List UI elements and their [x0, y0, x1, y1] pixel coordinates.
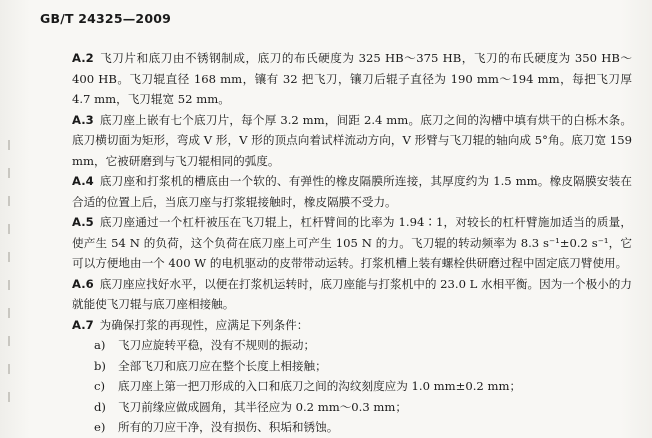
binding-mark	[8, 364, 10, 374]
list-item-text: 飞刀前缘应做成圆角，其半径应为 0.2 mm～0.3 mm；	[118, 399, 408, 414]
list-item	[72, 376, 632, 397]
binding-mark	[8, 168, 10, 178]
binding-mark	[8, 392, 10, 402]
section-text: 底刀座应找好水平，以便在打浆机运转时，底刀座能与打浆机中的 23.0 L 水相平衡。因为一个极小的力就能使飞刀辊与底刀座相接触。	[72, 276, 632, 311]
list-item-text: 飞刀应旋转平稳，没有不规则的振动；	[118, 338, 316, 352]
section-number: A.7	[72, 317, 94, 332]
section-a2	[72, 48, 632, 110]
list-item	[72, 356, 632, 377]
binding-mark	[8, 252, 10, 262]
list-marker: c)	[94, 379, 106, 393]
list-marker: e)	[94, 420, 106, 434]
binding-mark	[8, 308, 10, 318]
section-number: A.4	[72, 174, 94, 188]
section-a4	[72, 171, 632, 212]
section-a3	[72, 110, 632, 172]
section-a6	[72, 274, 632, 315]
binding-mark	[8, 196, 10, 206]
section-number: A.2	[72, 51, 94, 65]
section-text: 底刀座上嵌有七个底刀片，每个厚 3.2 mm，间距 2.4 mm。底刀之间的沟槽中填有烘干的白栎木条。底刀横切面为矩形，弯成 V 形，V 形的顶点向着试样流动方向，V 形臂与飞刀辊的轴向成 5°角。底刀宽 159 mm，它被研磨到与飞刀辊相同的弧度。	[72, 112, 632, 168]
binding-mark	[8, 224, 10, 234]
binding-edge-marks	[8, 140, 10, 420]
list-item-text: 所有的刀应干净，没有损伤、积垢和锈蚀。	[118, 420, 339, 434]
standard-number-header: GB/T 24325—2009	[40, 11, 172, 26]
section-number: A.3	[72, 112, 94, 127]
section-text: 为确保打浆的再现性，应满足下列条件：	[99, 317, 309, 332]
section-text: 底刀座通过一个杠杆被压在飞刀辊上，杠杆臂间的比率为 1.94∶1，对较长的杠杆臂施加适当的质量，使产生 54 N 的负荷，这个负荷在底刀座上可产生 105 N 的力。飞刀辊的转动频率为 8.3 s⁻¹±0.2 s⁻¹，它可以方便地由一个 400 W 的电机驱动的皮带带动运转。打浆机槽上装有螺栓供研磨过程中固定底刀臂使用。	[72, 215, 632, 270]
section-a5	[72, 212, 632, 274]
list-item	[72, 397, 632, 418]
section-number: A.5	[72, 215, 94, 229]
document-body	[72, 48, 632, 438]
binding-mark	[8, 140, 10, 150]
section-text: 底刀座和打浆机的槽底由一个软的、有弹性的橡皮隔膜所连接，其厚度约为 1.5 mm。橡皮隔膜安装在合适的位置上后，当底刀座与打浆辊接触时，橡皮隔膜不受力。	[72, 174, 632, 209]
list-item-text: 底刀座上第一把刀形成的入口和底刀之间的沟纹刻度应为 1.0 mm±0.2 mm；	[118, 379, 522, 393]
section-number: A.6	[72, 276, 94, 291]
binding-mark	[8, 280, 10, 290]
list-item	[72, 417, 632, 438]
list-item	[72, 335, 632, 356]
section-a7	[72, 315, 632, 336]
list-item-text: 全部飞刀和底刀应在整个长度上相接触；	[118, 358, 327, 373]
binding-mark	[8, 336, 10, 346]
section-text: 飞刀片和底刀由不锈钢制成，底刀的布氏硬度为 325 HB～375 HB，飞刀的布氏硬度为 350 HB～400 HB。飞刀辊直径 168 mm，镶有 32 把飞刀，镶刀后辊子直径为 190 mm～194 mm，每把飞刀厚 4.7 mm，飞刀辊宽 52 mm。	[72, 51, 632, 106]
list-marker: a)	[94, 338, 106, 352]
list-marker: b)	[94, 358, 106, 373]
list-marker: d)	[94, 399, 106, 414]
